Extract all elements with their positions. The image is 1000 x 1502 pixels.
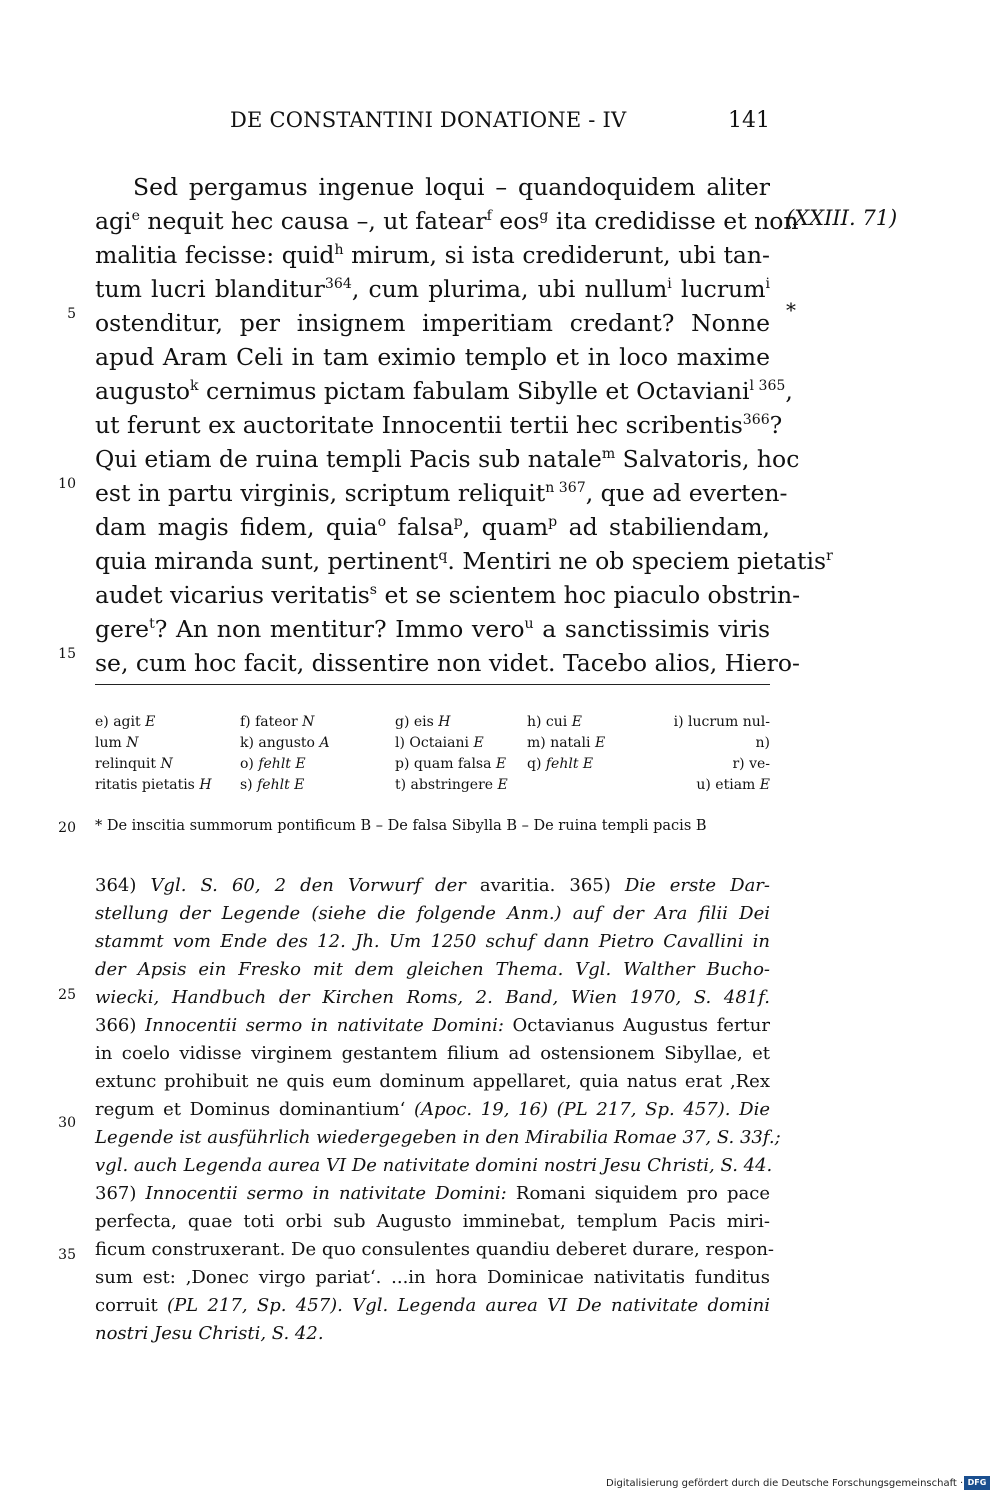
- siglum-marker: u: [524, 616, 534, 633]
- footnote-line: corruit (PL 217, Sp. 457). Vgl. Legenda aurea VI De nativitate domini: [95, 1295, 770, 1316]
- critical-apparatus: [95, 712, 770, 796]
- footnote-line: perfecta, quae toti orbi sub Augusto imminebat, templum Pacis miri-: [95, 1211, 770, 1232]
- variant-entry: lum N: [95, 735, 139, 751]
- page-number: 141: [728, 108, 770, 133]
- variant-entry: m) natali E: [527, 735, 606, 751]
- variant-entry: e) agit E: [95, 714, 156, 730]
- variant-entry: o) fehlt E: [240, 756, 306, 772]
- text-line: agi$^e$ nequit hec causa –, ut fatear$^f$ eos$^g$ ita credidisse et non: [95, 207, 799, 235]
- variant-row: [95, 754, 770, 775]
- siglum-marker: i: [765, 276, 770, 293]
- variant-entry: k) angusto A: [240, 735, 330, 751]
- text-line: gere$^t$? An non mentitur? Immo vero$^u$ a sanctissimis viris: [95, 615, 771, 643]
- variant-entry: ritatis pietatis H: [95, 777, 212, 793]
- footnote-line: 366) Innocentii sermo in nativitate Domini: Octavianus Augustus fertur: [95, 1015, 770, 1036]
- variant-row: [95, 733, 770, 754]
- variant-row: [95, 712, 770, 733]
- siglum-marker: f: [486, 208, 492, 225]
- text-line: est in partu virginis, scriptum reliquit$^{n 367}$, que ad everten-: [95, 479, 788, 507]
- variant-entry: s) fehlt E: [240, 777, 305, 793]
- line-number: 20: [58, 820, 76, 836]
- variant-entry: l) Octaiani E: [395, 735, 484, 751]
- text-line: ostenditur, per insignem imperitiam credant? Nonne: [95, 309, 770, 337]
- footnote-line: extunc prohibuit ne quis eum dominum appellaret, quia natus erat ‚Rex: [95, 1071, 770, 1092]
- marginal-annotation-note: * De inscitia summorum pontificum B – De falsa Sibylla B – De ruina templi pacis B: [95, 818, 707, 834]
- siglum-marker: o: [377, 514, 387, 531]
- footnote-line: stammt vom Ende des 12. Jh. Um 1250 schuf dann Pietro Cavallini in: [95, 931, 770, 952]
- siglum-marker: e: [131, 208, 140, 225]
- siglum-marker: k: [189, 378, 199, 395]
- variant-entry: q) fehlt E: [527, 756, 594, 772]
- text-line: quia miranda sunt, pertinent$^q$. Mentiri ne ob speciem pietatis$^r$: [95, 547, 833, 575]
- footnote-line: stellung der Legende (siehe die folgende Anm.) auf der Ara filii Dei: [95, 903, 770, 924]
- siglum-marker: i: [667, 276, 672, 293]
- variant-entry: u) etiam E: [696, 777, 770, 793]
- line-number: 30: [58, 1115, 76, 1131]
- variant-entry: p) quam falsa E: [395, 756, 507, 772]
- main-text: [95, 170, 833, 680]
- footnote-line: ficum construxerant. De quo consulentes quandiu deberet durare, respon-: [95, 1239, 774, 1260]
- footnote-line: 364) Vgl. S. 60, 2 den Vorwurf der avaritia. 365) Die erste Dar-: [95, 875, 770, 896]
- line-number: 15: [58, 646, 76, 662]
- siglum-marker: m: [601, 446, 616, 463]
- digitization-credit: Digitalisierung gefördert durch die Deutsche Forschungsgemeinschaft ·: [606, 1478, 964, 1489]
- line-number: 35: [58, 1247, 76, 1263]
- text-line: Sed pergamus ingenue loqui – quandoquidem aliter: [133, 173, 770, 201]
- variant-entry: h) cui E: [527, 714, 582, 730]
- text-line: malitia fecisse: quid$^h$ mirum, si ista crediderunt, ubi tan-: [95, 241, 770, 269]
- footnotes: [95, 872, 781, 1348]
- variant-entry: relinquit N: [95, 756, 173, 772]
- siglum-marker: g: [539, 208, 549, 225]
- siglum-marker: r: [826, 548, 833, 565]
- text-line: augusto$^k$ cernimus pictam fabulam Sibylle et Octaviani$^{l 365}$,: [95, 377, 793, 405]
- line-number: 5: [67, 306, 76, 322]
- running-title: DE CONSTANTINI DONATIONE - IV: [230, 108, 627, 132]
- footnote-line: in coelo vidisse virginem gestantem filium ad ostensionem Sibyllae, et: [95, 1043, 770, 1064]
- variant-entry: t) abstringere E: [395, 777, 508, 793]
- variant-entry: f) fateor N: [240, 714, 315, 730]
- footnote-line: vgl. auch Legenda aurea VI De nativitate domini nostri Jesu Christi, S. 44.: [95, 1155, 773, 1176]
- text-line: tum lucri blanditur$^{364}$, cum plurima, ubi nullum$^i$ lucrum$^i$: [95, 275, 770, 303]
- siglum-marker: l 365: [749, 378, 786, 395]
- variant-row: [95, 775, 770, 796]
- line-number: 10: [58, 476, 76, 492]
- text-line: dam magis fidem, quia$^o$ falsa$^p$, quam$^p$ ad stabiliendam,: [95, 513, 771, 541]
- footnote-line: sum est: ‚Donec virgo pariat‘. ...in hora Dominicae nativitatis funditus: [95, 1267, 770, 1288]
- siglum-marker: h: [334, 242, 344, 259]
- dfg-logo: DFG: [964, 1476, 990, 1490]
- footnote-line: der Apsis ein Fresko mit dem gleichen Thema. Vgl. Walther Bucho-: [95, 959, 770, 980]
- siglum-marker: n 367: [545, 480, 586, 497]
- siglum-marker: 366: [742, 412, 770, 429]
- variant-entry: i) lucrum nul-: [673, 714, 770, 730]
- siglum-marker: p: [453, 514, 463, 531]
- siglum-marker: q: [438, 548, 448, 565]
- siglum-marker: s: [369, 582, 378, 599]
- footnote-line: wiecki, Handbuch der Kirchen Roms, 2. Band, Wien 1970, S. 481f.: [95, 987, 770, 1008]
- siglum-marker: 364: [324, 276, 352, 293]
- variant-entry: n): [755, 735, 770, 751]
- margin-asterisk: *: [786, 298, 796, 322]
- text-line: ut ferunt ex auctoritate Innocentii tertii hec scribentis$^{366}$?: [95, 411, 783, 439]
- footnote-line: nostri Jesu Christi, S. 42.: [95, 1323, 324, 1344]
- siglum-marker: p: [548, 514, 558, 531]
- text-line: apud Aram Celi in tam eximio templo et in loco maxime: [95, 343, 770, 371]
- margin-reference: (XXIII. 71): [786, 206, 898, 230]
- line-number: 25: [58, 987, 76, 1003]
- text-line: se, cum hoc facit, dissentire non videt. Tacebo alios, Hiero-: [95, 649, 800, 677]
- footnote-line: regum et Dominus dominantium‘ (Apoc. 19, 16) (PL 217, Sp. 457). Die: [95, 1099, 770, 1120]
- text-line: Qui etiam de ruina templi Pacis sub natale$^m$ Salvatoris, hoc: [95, 445, 800, 473]
- footnote-line: Legende ist ausführlich wiedergegeben in den Mirabilia Romae 37, S. 33f.;: [95, 1127, 781, 1148]
- footnote-line: 367) Innocentii sermo in nativitate Domini: Romani siquidem pro pace: [95, 1183, 770, 1204]
- variant-entry: r) ve-: [732, 756, 770, 772]
- variant-entry: g) eis H: [395, 714, 451, 730]
- siglum-marker: t: [149, 616, 155, 633]
- text-line: audet vicarius veritatis$^s$ et se scientem hoc piaculo obstrin-: [95, 581, 801, 609]
- footnote-divider: [95, 684, 770, 685]
